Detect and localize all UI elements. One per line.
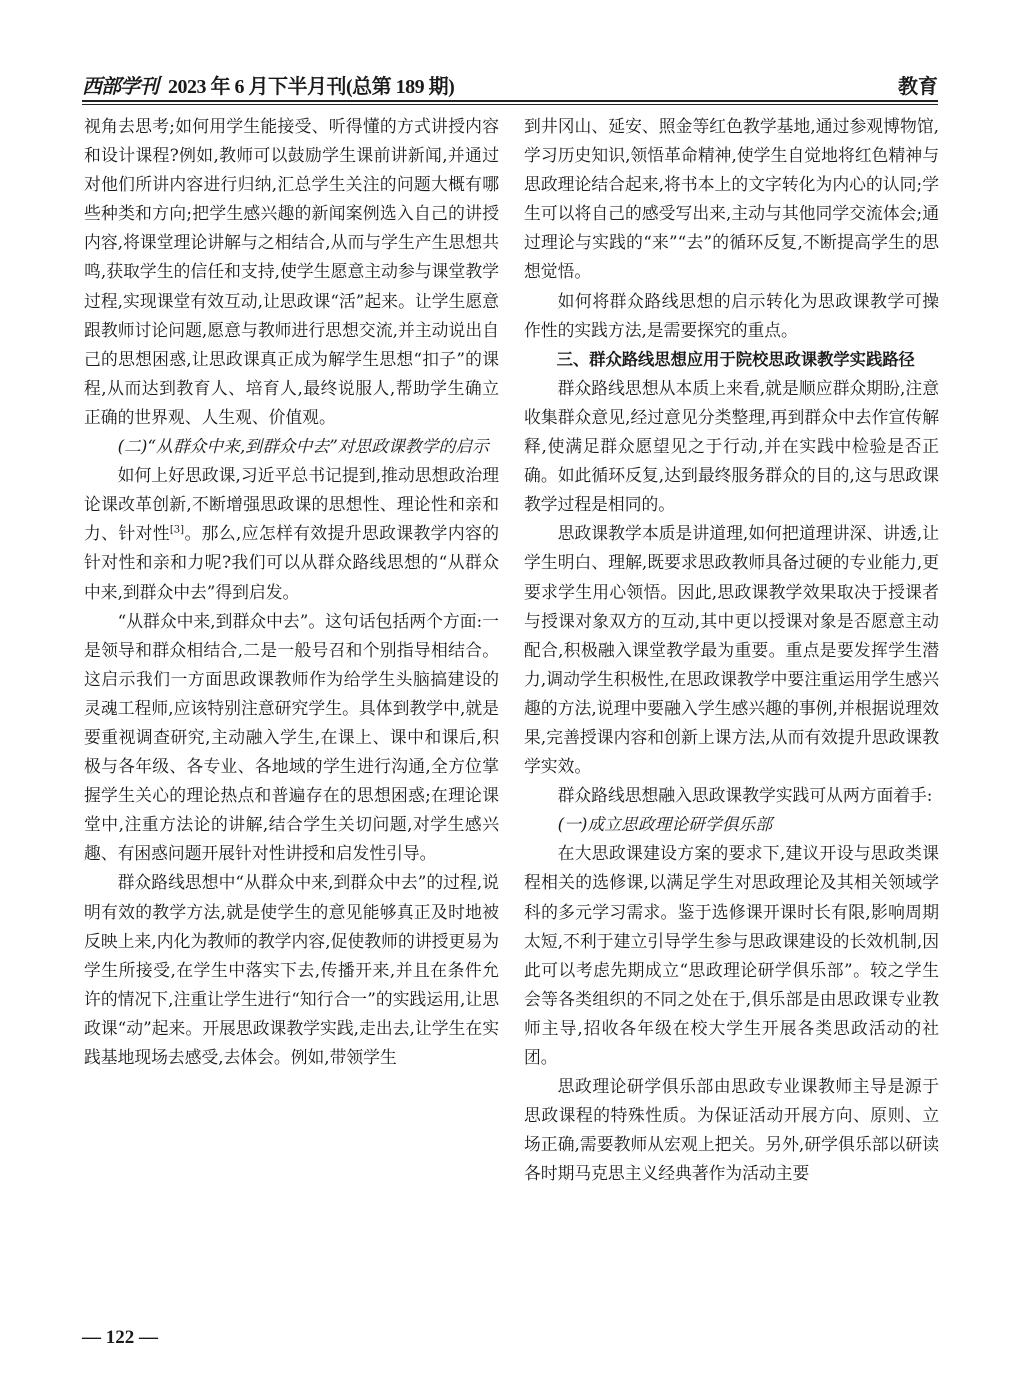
body-paragraph: [524, 519, 939, 781]
body-paragraph: [524, 374, 939, 519]
paragraph-text: 三、群众路线思想应用于院校思政课教学实践路径: [556, 349, 915, 369]
paragraph-text: 思政课教学本质是讲道理,如何把道理讲深、讲透,让学生明白、理解,既要求思政教师具备过硬的专业能力,更要求学生用心领悟。因此,思政课教学效果取决于授课者与授课对象双方的互动,其中更以授课对象是否愿意主动配合,积极融入课堂教学最为重要。重点是要发挥学生潜力,调动学生积极性,在思政课教学中要注重运用学生感兴趣的方法,说理中要融入学生感兴趣的事例,并根据说理效果,完善授课内容和创新上课方法,从而有效提升思政课教学实效。: [524, 523, 939, 777]
paragraph-text: 思政理论研学俱乐部由思政专业课教师主导是源于思政课程的特殊性质。为保证活动开展方向、原则、立场正确,需要教师从宏观上把关。另外,研学俱乐部以研读各时期马克思主义经典著作为活动主要: [524, 1076, 939, 1184]
subsection-heading: [524, 810, 939, 839]
paragraph-text: 在大思政课建设方案的要求下,建议开设与思政类课程相关的选修课,以满足学生对思政理论及其相关领域学科的多元学习需求。鉴于选修课开课时长有限,影响周期太短,不利于建立引导学生参与思政课建设的长效机制,因此可以考虑先期成立“思政理论研学俱乐部”。较之学生会等各类组织的不同之处在于,俱乐部是由思政课专业教师主导,招收各年级在校大学生开展各类思政活动的社团。: [524, 843, 939, 1067]
paragraph-text: (二)“从群众中来,到群众中去”对思政课教学的启示: [117, 436, 489, 457]
body-paragraph: [524, 1072, 939, 1188]
paragraph-text: 如何上好思政课,习近平总书记提到,推动思想政治理论课改革创新,不断增强思政课的思想性、理论性和亲和力、针对性: [84, 465, 499, 544]
body-paragraph: [524, 112, 939, 287]
paragraph-text: 到井冈山、延安、照金等红色教学基地,通过参观博物馆,学习历史知识,领悟革命精神,使学生自觉地将红色精神与思政理论结合起来,将书本上的文字转化为内心的认同;学生可以将自己的感受写出来,主动与其他同学交流体会;通过理论与实践的“来”“去”的循环反复,不断提高学生的思想觉悟。: [524, 116, 939, 282]
section-heading: [524, 345, 939, 374]
body-paragraph: [84, 868, 499, 1072]
citation-ref: [3]: [169, 524, 185, 536]
paragraph-text: (一)成立思政理论研学俱乐部: [557, 814, 773, 835]
body-paragraph: [524, 839, 939, 1072]
subsection-heading: [84, 432, 499, 461]
paragraph-text: 群众路线思想融入思政课教学实践可从两方面着手:: [557, 785, 933, 806]
section-label: 教育: [898, 74, 938, 98]
body-paragraph: [84, 112, 499, 432]
page-number: — 122 —: [82, 1327, 158, 1348]
paragraph-text-tail: 。那么,应怎样有效提升思政课教学内容的针对性和亲和力呢?我们可以从群众路线思想的“从群众中来,到群众中去”得到启发。: [84, 523, 499, 602]
journal-logo: 西部学刊: [82, 74, 158, 98]
left-text-column: [84, 112, 499, 1072]
right-text-column: [524, 112, 939, 1188]
paragraph-text: 群众路线思想从本质上来看,就是顺应群众期盼,注意收集群众意见,经过意见分类整理,再到群众中去作宣传解释,使满足群众愿望见之于行动,并在实践中检验是否正确。如此循环反复,达到最终服务群众的目的,这与思政课教学过程是相同的。: [524, 377, 939, 515]
paragraph-text: “从群众中来,到群众中去”。这句话包括两个方面:一是领导和群众相结合,二是一般号召和个别指导相结合。这启示我们一方面思政课教师作为给学生头脑搞建设的灵魂工程师,应该特别注意研究学生。具体到教学中,就是要重视调查研究,主动融入学生,在课上、课中和课后,积极与各年级、各专业、各地域的学生进行沟通,全方位掌握学生关心的理论热点和普遍存在的思想困惑;在理论课堂中,注重方法论的讲解,结合学生关切问题,对学生感兴趣、有困惑问题开展针对性讲授和启发性引导。: [84, 610, 499, 864]
issue-info: 2023 年 6 月下半月刊(总第 189 期): [168, 76, 455, 98]
header-rule-thin: [82, 104, 938, 105]
body-paragraph: [524, 781, 939, 810]
body-paragraph: [84, 607, 499, 869]
header-rule: [82, 100, 938, 102]
paragraph-text: 如何将群众路线思想的启示转化为思政课教学可操作性的实践方法,是需要探究的重点。: [524, 290, 939, 340]
running-header: [82, 62, 938, 102]
paragraph-text: 视角去思考;如何用学生能接受、听得懂的方式讲授内容和设计课程?例如,教师可以鼓励学生课前讲新闻,并通过对他们所讲内容进行归纳,汇总学生关注的问题大概有哪些种类和方向;把学生感兴趣的新闻案例选入自己的讲授内容,将课堂理论讲解与之相结合,从而与学生产生思想共鸣,获取学生的信任和支持,使学生愿意主动参与课堂教学过程,实现课堂有效互动,让思政课“活”起来。让学生愿意跟教师讨论问题,愿意与教师进行思想交流,并主动说出自己的思想困惑,让思政课真正成为解学生思想“扣子”的课程,从而达到教育人、培育人,最终说服人,帮助学生确立正确的世界观、人生观、价值观。: [84, 116, 499, 427]
paragraph-text: 群众路线思想中“从群众中来,到群众中去”的过程,说明有效的教学方法,就是使学生的意见能够真正及时地被反映上来,内化为教师的教学内容,促使教师的讲授更易为学生所接受,在学生中落实下去,传播开来,并且在条件允许的情况下,注重让学生进行“知行合一”的实践运用,让思政课“动”起来。开展思政课教学实践,走出去,让学生在实践基地现场去感受,去体会。例如,带领学生: [84, 872, 499, 1067]
body-paragraph: [524, 287, 939, 345]
body-paragraph: [84, 461, 499, 606]
